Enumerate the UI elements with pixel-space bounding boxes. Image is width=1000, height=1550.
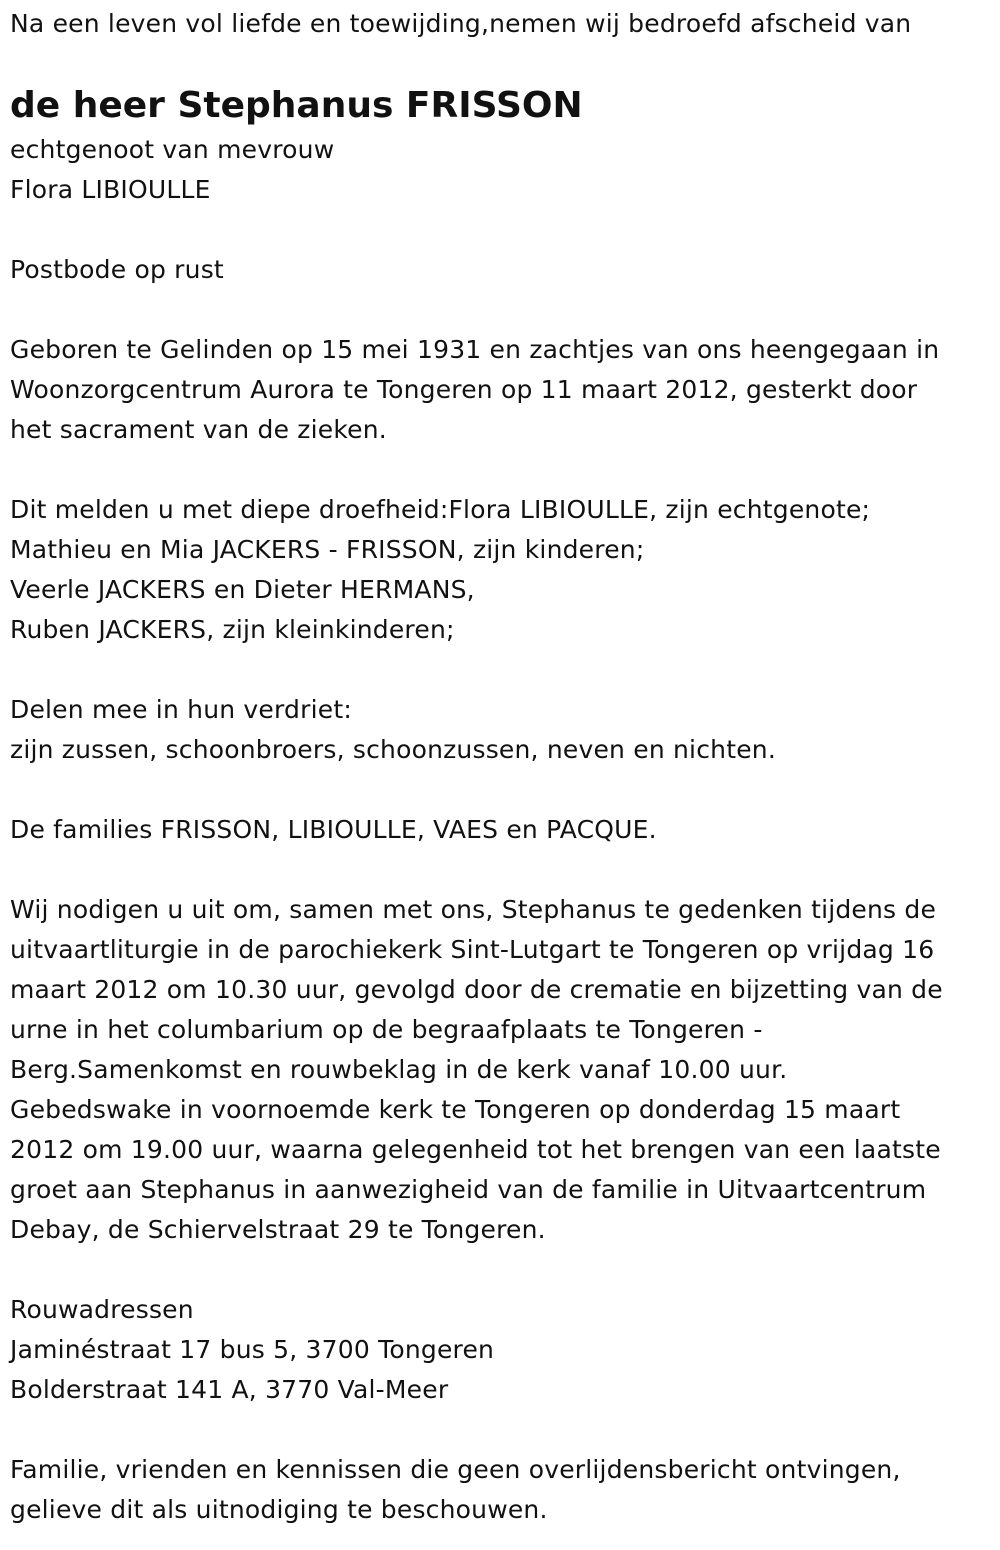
- address-line: Bolderstraat 141 A, 3770 Val-Meer: [10, 1375, 449, 1404]
- share-grief-line: Delen mee in hun verdriet:: [10, 695, 352, 724]
- occupation: Postbode op rust: [10, 255, 224, 284]
- family-line: Mathieu en Mia JACKERS - FRISSON, zijn kinderen;: [10, 535, 645, 564]
- closing-block: [10, 1450, 995, 1530]
- share-grief-line: zijn zussen, schoonbroers, schoonzussen, neven en nichten.: [10, 735, 776, 764]
- spouse-line: Flora LIBIOULLE: [10, 175, 211, 204]
- ceremony-line: Gebedswake in voornoemde kerk te Tongeren op donderdag 15 maart: [10, 1095, 901, 1124]
- spouse-line: echtgenoot van mevrouw: [10, 135, 335, 164]
- birth-death-line: Geboren te Gelinden op 15 mei 1931 en zachtjes van ons heengegaan in: [10, 335, 940, 364]
- family-line: Dit melden u met diepe droefheid:Flora LIBIOULLE, zijn echtgenote;: [10, 495, 871, 524]
- spacer: [10, 650, 995, 690]
- spacer: [10, 770, 995, 810]
- address-line: Jaminéstraat 17 bus 5, 3700 Tongeren: [10, 1335, 495, 1364]
- family-block: [10, 490, 995, 650]
- birth-death-block: [10, 330, 995, 450]
- spacer: [10, 1250, 995, 1290]
- closing-line: Familie, vrienden en kennissen die geen overlijdensbericht ontvingen,: [10, 1455, 901, 1484]
- ceremony-line: uitvaartliturgie in de parochiekerk Sint-Lutgart te Tongeren op vrijdag 16: [10, 935, 935, 964]
- share-grief-block: [10, 690, 995, 770]
- ceremony-line: urne in het columbarium op de begraafplaats te Tongeren -: [10, 1015, 763, 1044]
- intro-text: Na een leven vol liefde en toewijding,nemen wij bedroefd afscheid van: [10, 9, 912, 38]
- ceremony-line: maart 2012 om 10.30 uur, gevolgd door de crematie en bijzetting van de: [10, 975, 943, 1004]
- families-line: De families FRISSON, LIBIOULLE, VAES en PACQUE.: [10, 815, 657, 844]
- obituary-notice: [10, 0, 995, 1530]
- birth-death-line: Woonzorgcentrum Aurora te Tongeren op 11 maart 2012, gesterkt door: [10, 375, 918, 404]
- ceremony-line: Wij nodigen u uit om, samen met ons, Stephanus te gedenken tijdens de: [10, 895, 937, 924]
- ceremony-line: 2012 om 19.00 uur, waarna gelegenheid tot het brengen van een laatste: [10, 1135, 941, 1164]
- spacer: [10, 1410, 995, 1450]
- birth-death-line: het sacrament van de zieken.: [10, 415, 387, 444]
- addresses-block: [10, 1290, 995, 1410]
- spouse-block: [10, 130, 995, 210]
- spacer: [10, 290, 995, 330]
- spacer: [10, 850, 995, 890]
- spacer: [10, 450, 995, 490]
- ceremony-line: Berg.Samenkomst en rouwbeklag in de kerk vanaf 10.00 uur.: [10, 1055, 788, 1084]
- deceased-name: de heer Stephanus FRISSON: [10, 85, 583, 126]
- addresses-heading: Rouwadressen: [10, 1295, 194, 1324]
- ceremony-line: Debay, de Schiervelstraat 29 te Tongeren.: [10, 1215, 546, 1244]
- family-line: Veerle JACKERS en Dieter HERMANS,: [10, 575, 475, 604]
- closing-line: gelieve dit als uitnodiging te beschouwen.: [10, 1495, 548, 1524]
- ceremony-block: [10, 890, 995, 1250]
- ceremony-line: groet aan Stephanus in aanwezigheid van de familie in Uitvaartcentrum: [10, 1175, 927, 1204]
- family-line: Ruben JACKERS, zijn kleinkinderen;: [10, 615, 455, 644]
- spacer: [10, 210, 995, 250]
